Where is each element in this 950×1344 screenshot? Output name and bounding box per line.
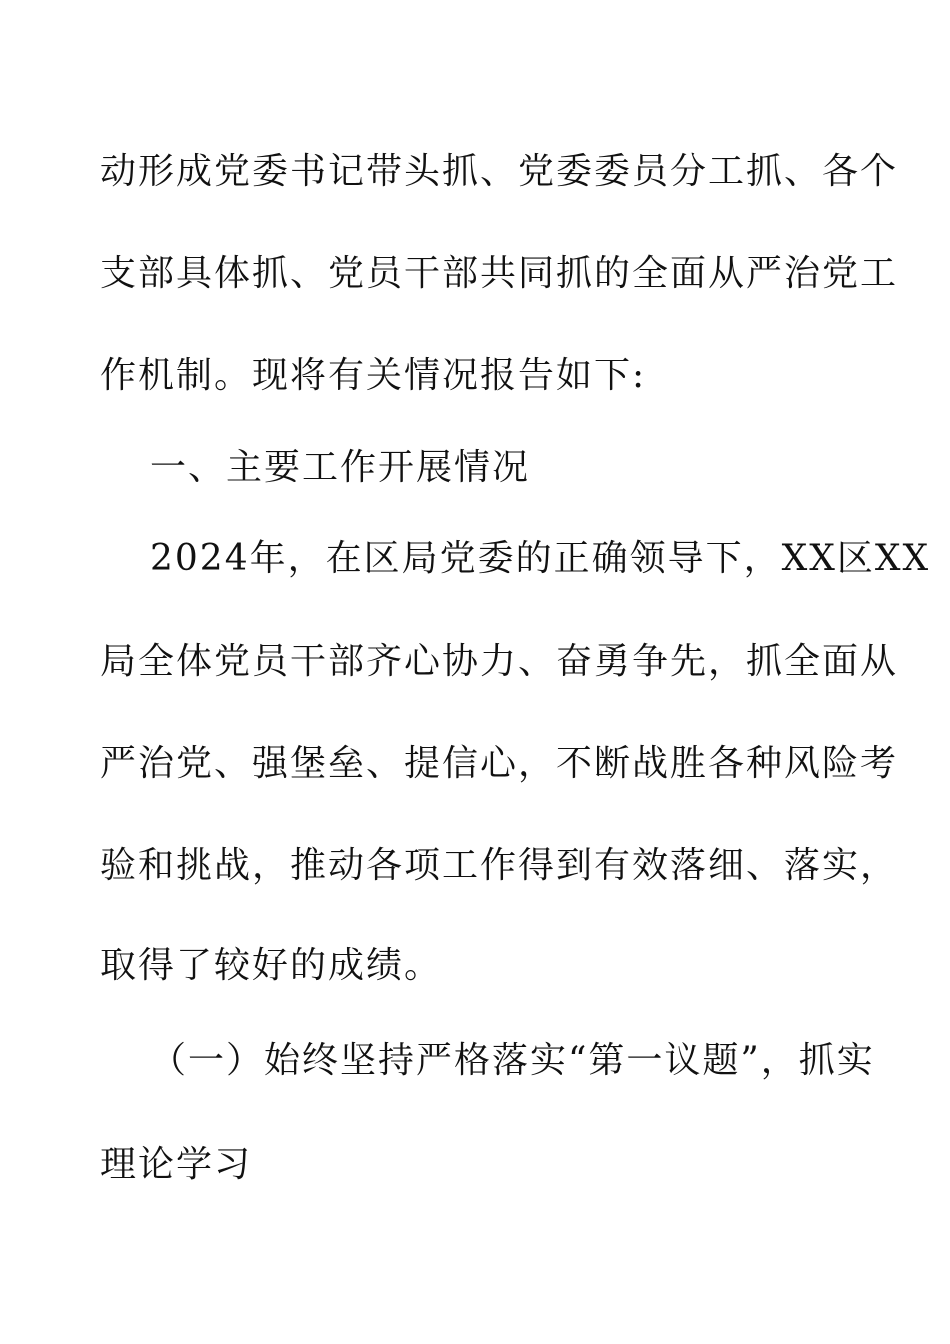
body-text-line: 严治党、强堡垒、提信心，不断战胜各种风险考: [100, 743, 899, 784]
body-text-line: 2024年，在区局党委的正确领导下，XX区XX: [150, 538, 931, 579]
body-text-line: 验和挑战，推动各项工作得到有效落细、落实，: [100, 845, 899, 886]
body-text-line: 取得了较好的成绩。: [100, 945, 443, 986]
subsection-heading: （一）始终坚持严格落实“第一议题”，抓实: [150, 1040, 875, 1081]
body-text-line: 局全体党员干部齐心协力、奋勇争先，抓全面从: [100, 641, 899, 682]
body-text-line: 动形成党委书记带头抓、党委委员分工抓、各个: [100, 151, 899, 192]
body-text-line: 支部具体抓、党员干部共同抓的全面从严治党工: [100, 253, 899, 294]
subsection-heading-continuation: 理论学习: [100, 1144, 253, 1185]
body-text-line: 作机制。现将有关情况报告如下:: [100, 355, 647, 396]
section-heading: 一、主要工作开展情况: [150, 447, 531, 488]
